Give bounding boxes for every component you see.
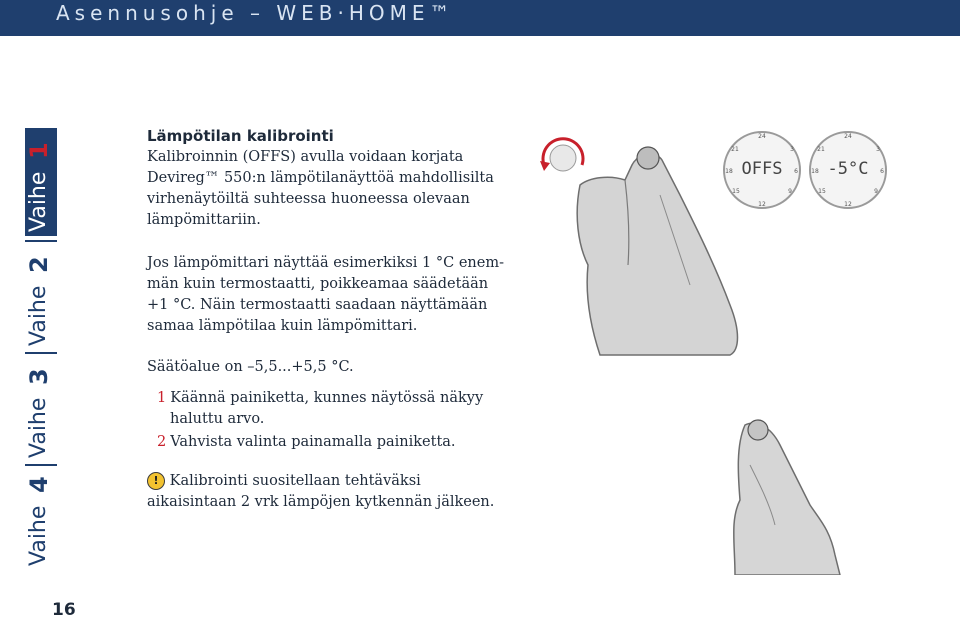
paragraph-line: samaa lämpötilaa kuin lämpömittari. (147, 318, 418, 334)
side-tab-step-3[interactable] (25, 354, 57, 462)
note-text-continued: aikaisintaan 2 vrk lämpöjen kytkennän jälkeen. (147, 494, 495, 510)
step-text: Vahvista valinta painamalla painiketta. (170, 434, 456, 450)
svg-text:6: 6 (880, 168, 884, 175)
svg-text:21: 21 (731, 146, 739, 153)
side-tab-word: Vaihe (26, 397, 51, 458)
paragraph-line: virhenäytöiltä suhteessa huoneessa olevaan (147, 191, 470, 207)
thermostat-display-value (810, 132, 886, 208)
step-text: Käännä painiketta, kunnes näytössä näkyy (170, 390, 484, 406)
side-tab-number: 1 (25, 141, 53, 159)
warning-icon: ! (147, 472, 165, 490)
side-tab-word: Vaihe (26, 171, 51, 232)
display-text: OFFS (741, 159, 783, 179)
thermostat-display-offs (724, 132, 800, 208)
svg-text:15: 15 (818, 188, 826, 195)
document-title: Asennusohje – WEB·HOME™ (56, 1, 455, 25)
paragraph-line: Devireg™ 550:n lämpötilanäyttöä mahdollisilta (147, 170, 494, 186)
svg-text:9: 9 (874, 188, 878, 195)
svg-text:3: 3 (790, 146, 794, 153)
svg-text:3: 3 (876, 146, 880, 153)
side-tab-word: Vaihe (26, 285, 51, 346)
side-tab-step-4[interactable] (25, 466, 57, 570)
svg-text:12: 12 (844, 201, 852, 208)
step-number: 2 (157, 434, 167, 450)
side-tab-step-2[interactable] (25, 242, 57, 350)
step-text-continued: haluttu arvo. (170, 411, 265, 427)
rotate-arrow-icon (540, 139, 583, 171)
list-item (147, 388, 507, 430)
steps-list (147, 388, 507, 453)
list-item (147, 432, 507, 453)
thermostat-illustration (530, 125, 950, 575)
paragraph-line: Jos lämpömittari näyttää esimerkiksi 1 °C enem- (147, 255, 504, 271)
paragraph-line: Kalibroinnin (OFFS) avulla voidaan korjata (147, 149, 464, 165)
side-tab-number: 2 (25, 255, 53, 273)
side-tab-word: Vaihe (26, 505, 51, 566)
side-tab-number: 3 (25, 367, 53, 385)
page-number: 16 (52, 600, 76, 620)
side-tab-step-1[interactable] (25, 128, 57, 236)
hand-pressing-knob (734, 420, 840, 575)
calibration-note (147, 471, 507, 513)
paragraph-line: män kuin termostaatti, poikkeamaa säädetään (147, 276, 489, 292)
svg-text:9: 9 (788, 188, 792, 195)
section-heading: Lämpötilan kalibrointi (147, 127, 334, 145)
display-text: -5°C (827, 159, 869, 179)
paragraph-line: +1 °C. Näin termostaatti saadaan näyttämään (147, 297, 488, 313)
svg-text:6: 6 (794, 168, 798, 175)
svg-text:18: 18 (811, 168, 819, 175)
svg-text:18: 18 (725, 168, 733, 175)
paragraph-line: lämpömittariin. (147, 212, 261, 228)
header-bar (0, 0, 960, 36)
note-text: Kalibrointi suositellaan tehtäväksi (169, 473, 421, 489)
svg-text:24: 24 (758, 133, 766, 140)
step-number: 1 (157, 390, 167, 406)
side-tab-number: 4 (25, 475, 53, 493)
range-text: Säätöalue on –5,5...+5,5 °C. (147, 359, 354, 375)
main-content (147, 126, 507, 513)
svg-text:24: 24 (844, 133, 852, 140)
hand-turning-knob (577, 147, 737, 355)
svg-text:12: 12 (758, 201, 766, 208)
svg-text:15: 15 (732, 188, 740, 195)
svg-text:21: 21 (817, 146, 825, 153)
